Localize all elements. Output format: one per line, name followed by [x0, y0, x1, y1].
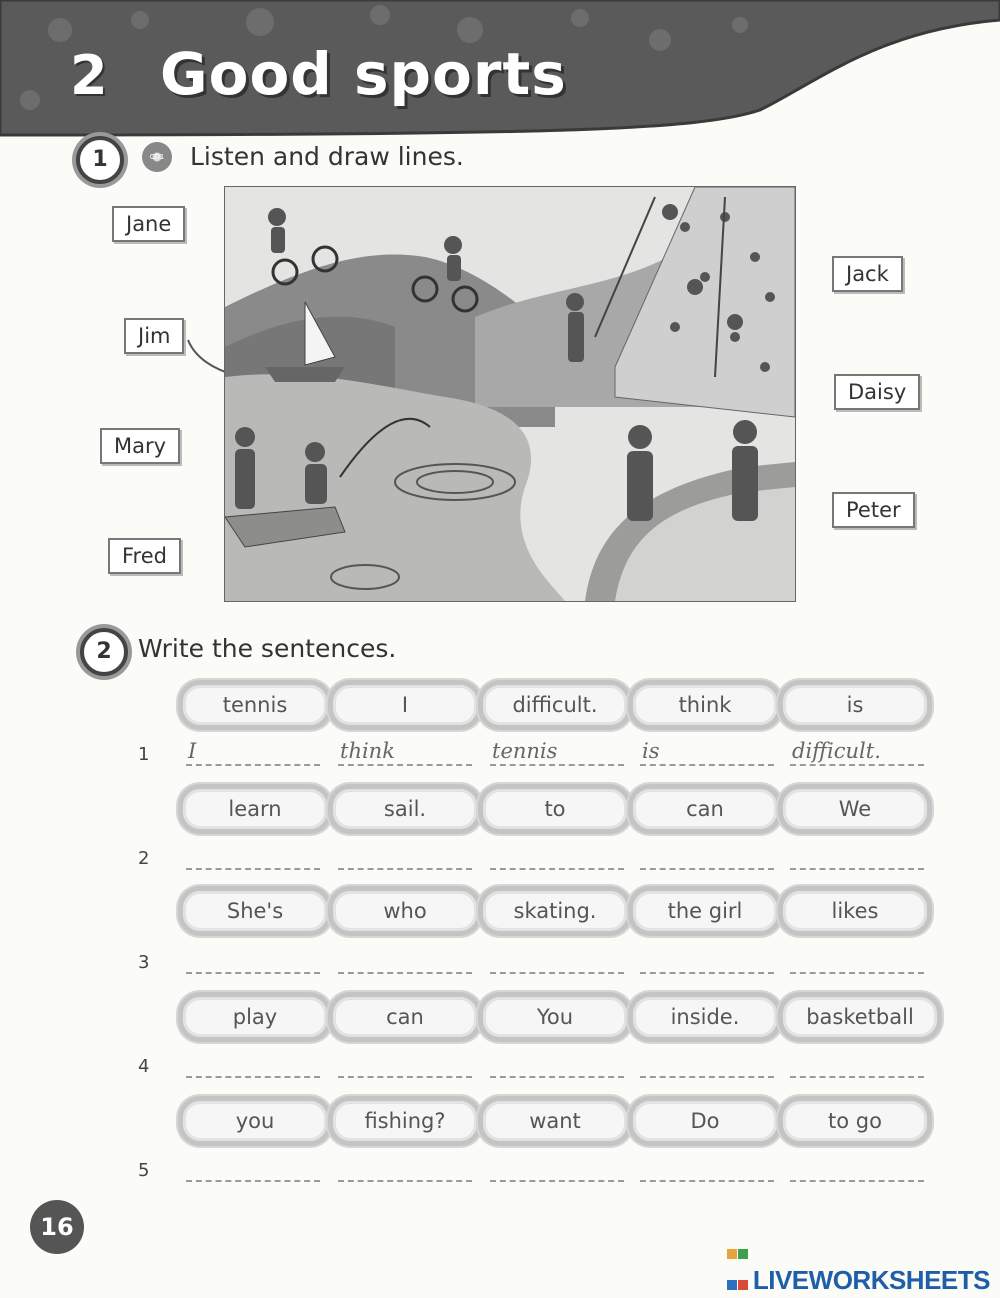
watermark-text: LIVEWORKSHEETS	[752, 1265, 990, 1295]
answer-field[interactable]	[338, 1152, 472, 1182]
word-chip: to go	[778, 1096, 932, 1146]
answer-field[interactable]	[186, 1048, 320, 1078]
row-number: 2	[138, 848, 150, 869]
name-box-jack[interactable]: Jack	[832, 256, 903, 292]
answer-field[interactable]	[338, 840, 472, 870]
name-box-mary[interactable]: Mary	[100, 428, 180, 464]
scene-drawing	[225, 187, 795, 601]
exercise-1-badge: 1	[76, 136, 124, 184]
unit-title: Good sports	[160, 40, 567, 108]
answer-field[interactable]	[790, 1152, 924, 1182]
word-chip: sail.	[328, 784, 482, 834]
answer-field[interactable]	[490, 1048, 624, 1078]
word-chip: is	[778, 680, 932, 730]
word-chip: basketball	[778, 992, 942, 1042]
word-chip: to	[478, 784, 632, 834]
liveworksheets-watermark	[727, 1236, 990, 1296]
word-chip: who	[328, 886, 482, 936]
answer-field[interactable]	[640, 944, 774, 974]
row-number: 3	[138, 952, 150, 973]
liveworksheets-logo-icon	[727, 1236, 749, 1258]
word-chip: tennis	[178, 680, 332, 730]
answer-field[interactable]	[640, 1152, 774, 1182]
answer-field[interactable]	[490, 944, 624, 974]
name-box-jim[interactable]: Jim	[124, 318, 184, 354]
answer-field[interactable]	[338, 944, 472, 974]
answer-field[interactable]	[338, 1048, 472, 1078]
word-chip: I	[328, 680, 482, 730]
word-chip: She's	[178, 886, 332, 936]
row-number: 1	[138, 744, 150, 765]
cd-icon: CD1	[142, 142, 172, 172]
word-chip: inside.	[628, 992, 782, 1042]
row-number: 4	[138, 1056, 150, 1077]
word-chip: We	[778, 784, 932, 834]
word-chip: learn	[178, 784, 332, 834]
word-chip: skating.	[478, 886, 632, 936]
word-chip: can	[628, 784, 782, 834]
name-box-jane[interactable]: Jane	[112, 206, 185, 242]
answer-field[interactable]	[186, 840, 320, 870]
answer-field[interactable]	[186, 944, 320, 974]
answer-field[interactable]	[790, 944, 924, 974]
exercise-1-instruction: Listen and draw lines.	[190, 142, 464, 171]
word-chip: You	[478, 992, 632, 1042]
unit-banner	[0, 0, 1000, 140]
name-box-peter[interactable]: Peter	[832, 492, 915, 528]
answer-field[interactable]: is	[640, 736, 774, 766]
page-number: 16	[30, 1200, 84, 1254]
word-chip: want	[478, 1096, 632, 1146]
word-chip: can	[328, 992, 482, 1042]
name-box-fred[interactable]: Fred	[108, 538, 181, 574]
answer-field[interactable]	[490, 1152, 624, 1182]
word-chip: fishing?	[328, 1096, 482, 1146]
exercise-2-instruction: Write the sentences.	[138, 634, 397, 663]
answer-field[interactable]: difficult.	[790, 736, 924, 766]
word-chip: difficult.	[478, 680, 632, 730]
word-chip: likes	[778, 886, 932, 936]
answer-field[interactable]	[790, 840, 924, 870]
answer-field[interactable]: tennis	[490, 736, 624, 766]
sports-scene-illustration	[224, 186, 796, 602]
answer-field[interactable]	[490, 840, 624, 870]
answer-field[interactable]: think	[338, 736, 472, 766]
word-chip: the girl	[628, 886, 782, 936]
answer-field[interactable]	[186, 1152, 320, 1182]
name-box-daisy[interactable]: Daisy	[834, 374, 920, 410]
answer-field[interactable]	[640, 1048, 774, 1078]
answer-field[interactable]	[790, 1048, 924, 1078]
answer-field[interactable]	[640, 840, 774, 870]
word-chip: you	[178, 1096, 332, 1146]
word-chip: Do	[628, 1096, 782, 1146]
exercise-2-badge: 2	[80, 628, 128, 676]
answer-field[interactable]: I	[186, 736, 320, 766]
word-chip: play	[178, 992, 332, 1042]
word-chip: think	[628, 680, 782, 730]
row-number: 5	[138, 1160, 150, 1181]
unit-number: 2	[70, 44, 108, 107]
